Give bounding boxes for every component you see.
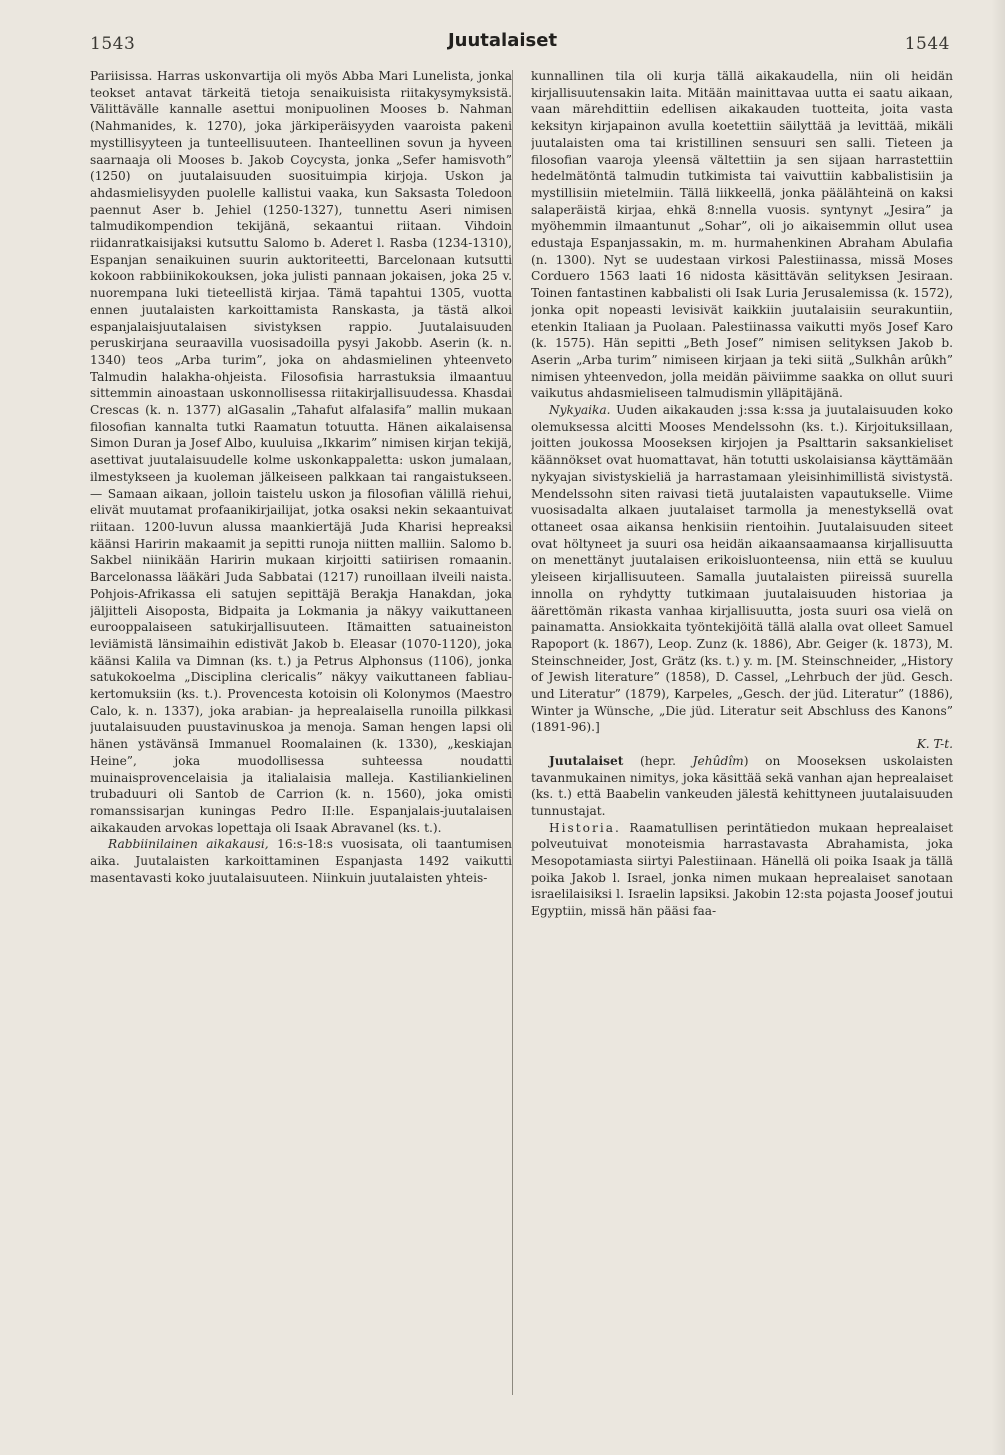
page-number-right: 1544 [904, 34, 950, 54]
paragraph-text: kunnallinen tila oli kurja tällä aikakaudella, niin oli heidän kirjallisuutensakin laita. Mitään mainittavaa uutta ei saatu aikaan, vaan märehdittiin edellisen aikakauden tuotteita, joita vasta keksityn kirjapainon avulla koetettiin säilyttää ja levittää, mikäli juutalaisten oma tai kristillinen sensuuri sen salli. Tieteen ja filosofian vaaroja yleensä vältettiin ja sen sijaan harrastettiin hedelmätöntä talmudin tutkimista tai vaivuttiin kabbalistisiin ja mystillisiin mietelmiin. Tällä liikkeellä, jonka päälähteinä on kaksi salaperäistä kirjaa, ehkä 8:nnella vuosis. syntynyt „Jesira” ja myöhemmin ilmaantunut „Sohar”, oli jo aikaisemmin ollut usea edustaja Espanjassakin, m. m. hurmahenkinen Abraham Abulafia (n. 1300). Nyt se uudestaan virkosi Palestiinassa, missä Moses Corduero 1563 laati 16 nidosta käsittävän selityksen Jesiraan. Toinen fantastinen kabbalisti oli Isak Luria Jerusalemissa (k. 1572), jonka opit nopeasti levisivät kaikkiin juutalaisiin seurakuntiin, etenkin Italiaan ja Puolaan. Palestiinassa vaikutti myös Josef Karo (k. 1575). Hän sepitti „Beth Josef” nimisen selityksen Jakob b. Aserin „Arba turim” nimiseen kirjaan ja teki siitä „Sulkhân arûkh” nimisen yhteenvedon, jolla meidän päiviimme saakka on ollut suuri vaikutus ahdasmieliseen talmudismin ylläpitäjänä. [531, 69, 953, 401]
author-signature: K. T-t. [916, 737, 953, 752]
page-number-left: 1543 [90, 34, 136, 54]
column-divider [512, 70, 513, 1395]
hebrew-term: Jehûdîm [692, 753, 744, 768]
entry-headword: Juutalaiset [549, 753, 624, 768]
right-paragraph [531, 820, 953, 920]
section-lead: Nykyaika. [549, 403, 611, 418]
paragraph-text: Uuden aikakauden j:ssa k:ssa ja juutalaisuuden koko olemuksessa alcitti Mooses Mendelssohn (ks. t.). Kirjoituksillaan, joitten joukossa Mooseksen kirjojen ja Psalttarin saksankieliset käännökset ovat huomattavat, hän totutti uskolaisiansa käyttämään nykyajan sivistyskieliä ja harrastamaan yleisinhimillistä sivistystä. Mendelssohn siten raivasi tietä juutalaisten vapautukselle. Viime vuosisadalta alkaen juutalaiset tarmolla ja menestyksellä ovat ottaneet osaa aikansa henkisiin rientoihin. Juutalaisuuden siteet ovat höltyneet ja suuri osa heidän aikaansaamaansa kirjallisuutta on menettänyt juutalaisen erikoisluonteensa, niin että se kuuluu yleiseen kirjallisuuteen. Samalla juutalaisten piireissä suurella innolla on ryhdytty tutkimaan juutalaisuuden historiaa ja äärettömän rikasta vanhaa kirjallisuutta, josta suuri osa vielä on painamatta. Ansiokkaita työntekijöitä tällä alalla ovat olleet Samuel Rapoport (k. 1867), Leop. Zunz (k. 1886), Abr. Geiger (k. 1873), M. Steinschneider, Jost, Grätz (ks. t.) y. m. [M. Steinschneider, „History of Jewish literature” (1858), D. Cassel, „Lehrbuch der jüd. Gesch. und Literatur” (1879), Karpeles, „Gesch. der jüd. Literatur” (1886), Winter ja Wünsche, „Die jüd. Literatur seit Abschluss des Kanons” (1891-96).] [531, 403, 953, 735]
right-paragraph [531, 402, 953, 736]
page-edge-shadow [991, 0, 1005, 1455]
paragraph-text: Raamatullisen perintätiedon mukaan heprealaiset polveutuivat monoteismia harrastavasta Abrahamista, joka Mesopotamiasta siirtyi Palestiinaan. Hänellä oli poika Isaak ja tällä poika Jakob l. Israel, jonka nimen mukaan heprealaiset sanotaan israelilaisiksi l. Israelin lapsiksi. Jakobin 12:sta pojasta Joosef joutui Egyptiin, missä hän pääsi faa- [531, 820, 953, 919]
paragraph-text: ) on Mooseksen uskolaisten tavanmukainen nimitys, joka käsittää sekä vanhan ajan heprealaiset (ks. t.) että Baabelin vankeuden jälestä kehittyneen juutalaisuuden tunnustajat. [531, 753, 953, 818]
paragraph-text: (hepr. [623, 753, 693, 768]
section-lead: Rabbiinilainen aikakausi, [108, 837, 269, 852]
right-paragraph [531, 753, 953, 820]
page-header [0, 30, 1005, 64]
left-column [90, 68, 512, 1398]
paragraph-text: Pariisissa. Harras uskonvartija oli myös Abba Mari Lunelista, jonka teokset antavat tärkeitä tietoja senaikuisista riitakysymyksistä. Välittävälle kannalle asettui monipuolinen Mooses b. Nahman (Nahmanides, k. 1270), joka järkiperäisyyden vaaroista pakeni mystillisyyteen ja tunteellisuuteen. Ihanteellinen sovun ja hyveen saarnaaja oli Mooses b. Jakob Coycysta, jonka „Sefer hamisvoth” (1250) on juutalaisuuden suosituimpia kirjoja. Uskon ja ahdasmielisyyden puolelle kallistui vaaka, kun Saksasta Toledoon paennut Aser b. Jehiel (1250-1327), tunnettu Aseri nimisen talmudikompendion tekijänä, sekaantui riitaan. Vihdoin riidanratkaisijaksi kutsuttu Salomo b. Aderet l. Rasba (1234-1310), Espanjan senaikuinen suurin auktoriteetti, Barcelonaan kutsutti kokoon rabbiinikokouksen, joka julisti pannaan jokaisen, joka 25 v. nuorempana luki tieteellistä kirjaa. Tämä tapahtui 1305, vuotta ennen juutalaisten karkoittamista Ranskasta, ja tästä alkoi espanjalaisjuutalaisen sivistyksen rappio. Juutalaisuuden peruskirjana seuraavilla vuosisadoilla pysyi Jakobb. Aserin (k. n. 1340) teos „Arba turim”, joka on ahdasmielinen yhteenveto Talmudin halakha-ohjeista. Filosofisia harrastuksia ilmaantuu sittemmin ainoastaan uskonnollisessa riitakirjallisuudessa. Khasdai Crescas (k. n. 1377) alGasalin „Tahafut alfalasifa” mallin mukaan filosofian kannalta tutki Raamatun totuutta. Hänen aikalaisensa Simon Duran ja Josef Albo, kuuluisa „Ikkarim” nimisen kirjan tekijä, asettivat juutalaisuudelle kolme uskonkappaletta: uskon jumalaan, ilmestykseen ja kuoleman jälkeiseen palkkaan tai rangaistukseen. — Samaan aikaan, jolloin taistelu uskon ja filosofian välillä riehui, elivät muutamat profaanikirjailijat, jotka osaksi nekin sekaantuivat riitaan. 1200-luvun alussa maankiertäjä Juda Kharisi hepreaksi käänsi Haririn makaamit ja sepitti runoja niitten malliin. Salomo b. Sakbel niinikään Haririn mukaan kirjoitti satiirisen romaanin. Barcelonassa lääkäri Juda Sabbatai (1217) runoillaan ilveili naista. Pohjois-Afrikassa eli satujen sepittäjä Berakja Hanakdan, joka jäljitteli Aisoposta, Bidpaita ja Lokmania ja näkyy vaikuttaneen eurooppalaiseen satukirjallisuuteen. Itämaitten satuaineiston leviämistä länsimaihin edistivät Jakob b. Eleasar (1070-1120), joka käänsi Kalila va Dimnan (ks. t.) ja Petrus Alphonsus (1106), jonka satukokoelma „Disciplina clericalis” näkyy vaikuttaneen fabliau-kertomuksiin (ks. t.). Provencesta kotoisin oli Kolonymos (Maestro Calo, k. n. 1337), joka arabian- ja heprealaisella runoilla pilkkasi juutalaisuuden puustavinuskoa ja menoja. Saman hengen lapsi oli hänen ystävänsä Immanuel Roomalainen (k. 1330), „keskiajan Heine”, joka muodollisessa suhteessa noudatti muinaisprovencelaisia ja italialaisia malleja. Kastiliankielinen trubaduuri oli Santob de Carrion (k. n. 1560), joka omisti romanssisarjan kuningas Pedro II:lle. Espanjalais-juutalaisen aikakauden arvokas lopettaja oli Isaak Abravanel (ks. t.). [90, 69, 512, 835]
section-lead: Historia. [549, 820, 621, 835]
paragraph-text: 16:s-18:s vuosisata, oli taantumisen aika. Juutalaisten karkoittaminen Espanjasta 1492 vaikutti masentavasti koko juutalaisuuteen. Niinkuin juutalaisten yhteis- [90, 837, 512, 885]
right-column [531, 68, 953, 1398]
left-paragraph [90, 68, 512, 836]
right-paragraph [531, 68, 953, 402]
running-title: Juutalaiset [447, 30, 558, 51]
left-paragraph [90, 836, 512, 886]
